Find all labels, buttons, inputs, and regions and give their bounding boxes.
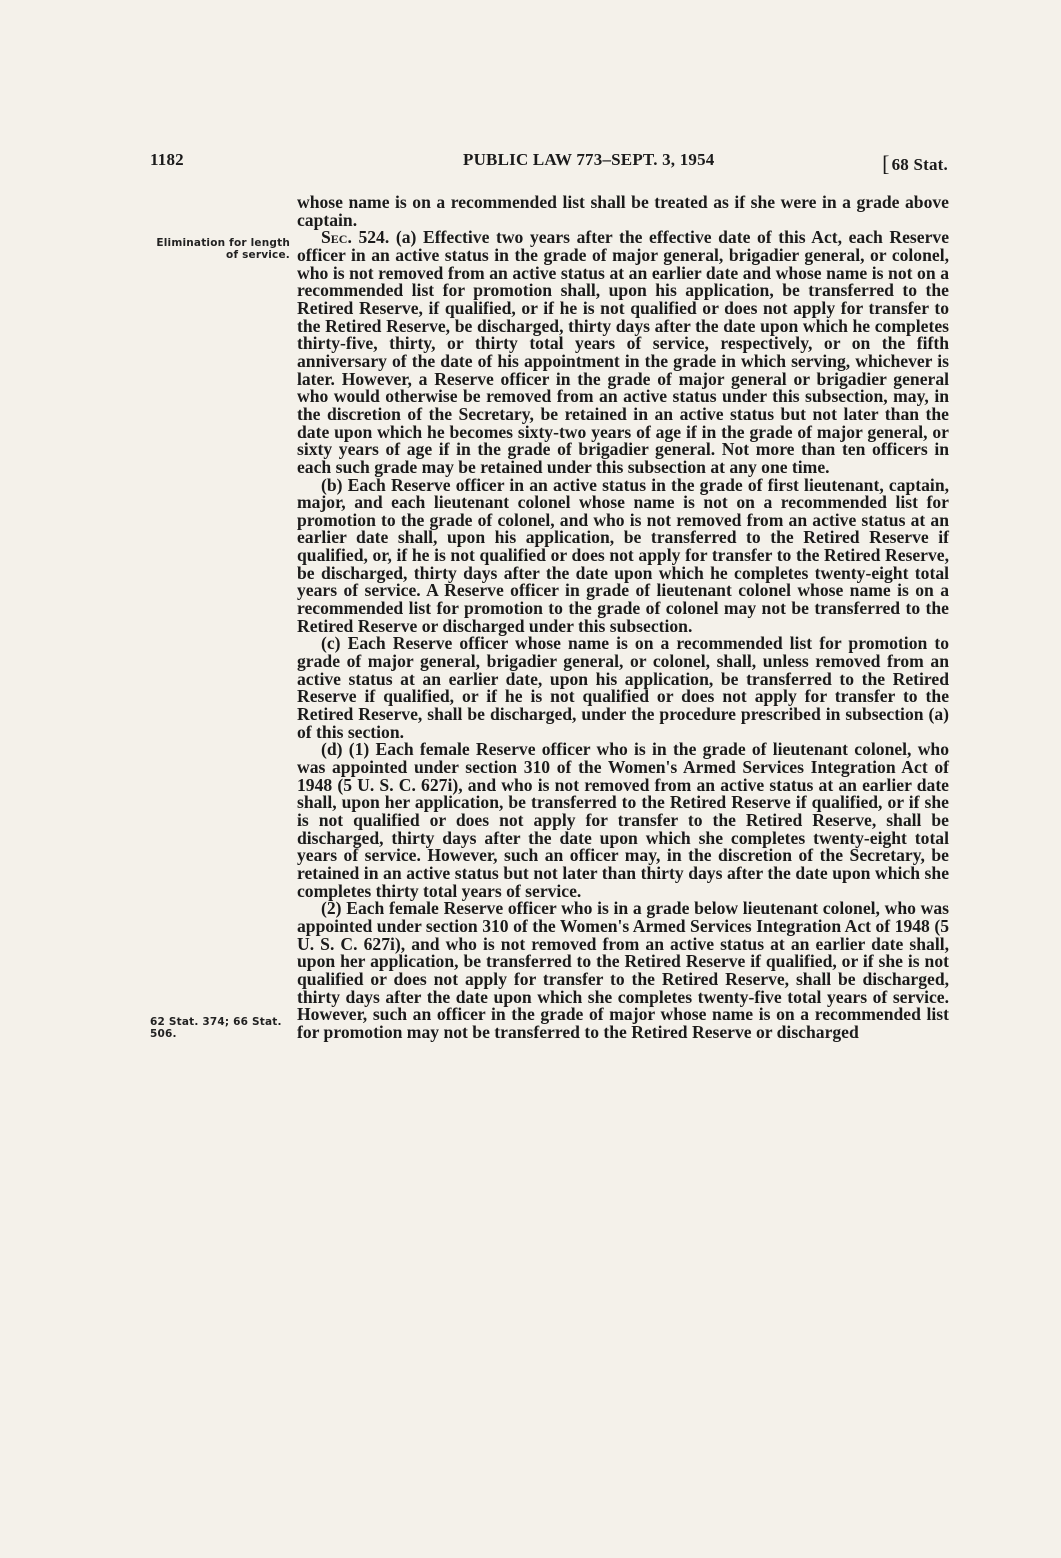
paragraph-sec-524-d2: (2) Each female Reserve officer who is in a grade below lieutenant colonel, who was appointed under section 310 of the Women's Armed Services Integration Act of 1948 (5 U. S. C. 627i), and who is not removed from an active status at an earlier date shall, upon her application, be transferred to the Retired Reserve if qualified, or if she is not qualified or does not apply for transfer to the Retired Reserve, shall be discharged, thirty days after the date upon which she completes twenty-five total years of service. However, such an officer in the grade of major whose name is on a recommended list for promotion may not be transferred to the Retired Reserve or discharged	[297, 898, 949, 1042]
section-label: Sec. 524.	[321, 227, 390, 248]
page-number: 1182	[150, 150, 184, 169]
paragraph-text: (a) Effective two years after the effective date of this Act, each Reserve officer in an active status in the grade of major general, brigadier general, or colonel, who is not removed from an active status at an earlier date and whose name is not on a recommended list for promotion shall, upon his application, be transferred to the Retired Reserve, if qualified, or if he is not qualified or does not apply for transfer to the Retired Reserve, be discharged, thirty days after the date upon which he completes thirty-five, thirty, or thirty total years of service, respectively, or on the fifth anniversary of the date of his appointment in the grade in which serving, whichever is later. However, a Reserve officer in the grade of major general or brigadier general who would otherwise be removed from an active status under this subsection, may, in the discretion of the Secretary, be retained in an active status but not later than the date upon which he becomes sixty-two years of age if in the grade of major general, or sixty years of age if in the grade of brigadier general. Not more than ten officers in each such grade may be retained under this subsection at any one time.	[297, 227, 950, 477]
paragraph-sec-524-d1: (d) (1) Each female Reserve officer who is in the grade of lieutenant colonel, who was appointed under section 310 of the Women's Armed Services Integration Act of 1948 (5 U. S. C. 627i), and who is not removed from an active status at an earlier date shall, upon her application, be transferred to the Retired Reserve if qualified, or if she is not qualified or does not apply for transfer to the Retired Reserve, shall be discharged, thirty days after the date upon which she completes twenty-eight total years of service. However, such an officer may, in the discretion of the Secretary, be retained in an active status but not later than thirty days after the date upon which she completes thirty total years of service.	[297, 739, 949, 901]
statute-reference	[882, 150, 948, 176]
paragraph-sec-524-c: (c) Each Reserve officer whose name is on a recommended list for promotion to grade of major general, brigadier general, or colonel, shall, unless removed from an active status at an earlier date, upon his application, be transferred to the Retired Reserve if qualified, or if he is not qualified or does not apply for transfer to the Retired Reserve, shall be discharged, under the procedure prescribed in subsection (a) of this section.	[297, 633, 949, 742]
paragraph-sec-524-a	[297, 229, 949, 476]
margin-note-elimination: Elimination for length of service.	[156, 237, 290, 261]
running-title: PUBLIC LAW 773–SEPT. 3, 1954	[463, 150, 715, 169]
paragraph-sec-524-b: (b) Each Reserve officer in an active status in the grade of first lieutenant, captain, major, and each lieutenant colonel whose name is not on a recommended list for promotion to the grade of colonel, and who is not removed from an active status at an earlier date shall, upon his application, be transferred to the Retired Reserve if qualified, or, if he is not qualified or does not apply for transfer to the Retired Reserve, be discharged, thirty days after the date upon which he completes twenty-eight total years of service. A Reserve officer in grade of lieutenant colonel whose name is on a recommended list for promotion to the grade of colonel may not be transferred to the Retired Reserve or discharged under this subsection.	[297, 474, 949, 636]
stat-ref-bracket: [	[882, 151, 890, 176]
stat-ref-text: 68 Stat.	[891, 155, 948, 174]
body-text	[297, 194, 949, 1042]
paragraph-continuation: whose name is on a recommended list shall be treated as if she were in a grade above captain.	[297, 192, 949, 230]
margin-note-citation: 62 Stat. 374; 66 Stat. 506.	[150, 1016, 282, 1040]
page-header	[150, 150, 950, 174]
